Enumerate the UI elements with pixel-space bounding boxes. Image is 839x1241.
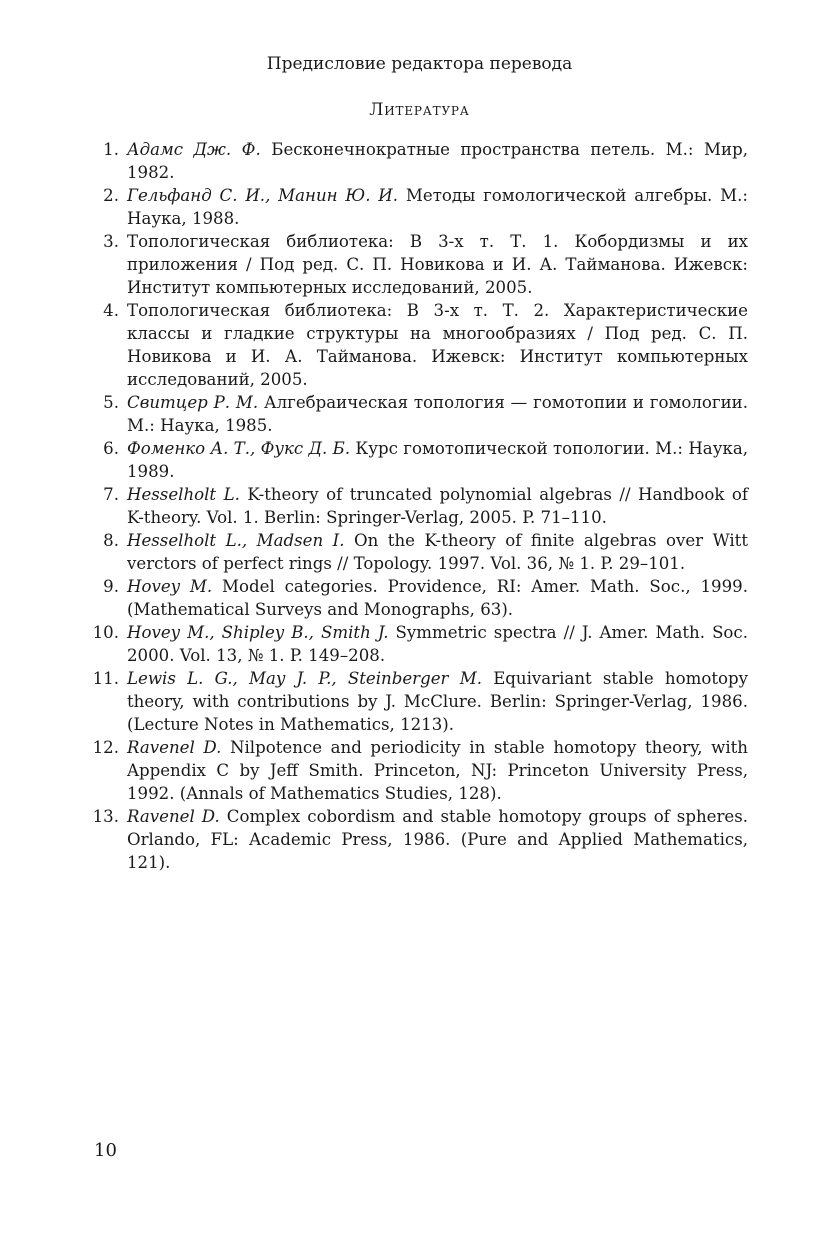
reference-item-7	[92, 483, 748, 529]
reference-authors: Гельфанд С. И., Манин Ю. И.	[127, 186, 399, 205]
reference-text: Алгебраическая топология — гомотопии и гомологии. М.: Наука, 1985.	[127, 393, 748, 435]
running-head: Предисловие редактора перевода	[266, 54, 573, 74]
reference-item-11	[92, 667, 748, 736]
reference-item-6	[92, 437, 748, 483]
reference-number: 5.	[103, 393, 119, 412]
reference-text: Equivariant stable homotopy theory, with contributions by J. McClure. Berlin: Springer-Verlag, 1986. (Lecture Notes in Mathematics, 1213).	[127, 669, 748, 734]
reference-item-5	[92, 391, 748, 437]
reference-text: Методы гомологической алгебры. М.: Наука, 1988.	[127, 186, 748, 228]
reference-number: 13.	[92, 807, 119, 826]
reference-number: 12.	[92, 738, 119, 757]
reference-text: Symmetric spectra // J. Amer. Math. Soc. 2000. Vol. 13, № 1. P. 149–208.	[127, 623, 748, 665]
reference-number: 8.	[103, 531, 119, 550]
reference-item-1	[92, 138, 748, 184]
reference-item-12	[92, 736, 748, 805]
reference-text: Бесконечнократные пространства петель. М.: Мир, 1982.	[127, 140, 748, 182]
page-number: 10	[94, 1140, 117, 1161]
reference-item-13	[92, 805, 748, 874]
reference-authors: Фоменко А. Т., Фукс Д. Б.	[127, 439, 351, 458]
reference-authors: Свитцер Р. М.	[127, 393, 259, 412]
reference-authors: Hovey M., Shipley B., Smith J.	[127, 623, 389, 642]
reference-number: 11.	[92, 669, 119, 688]
reference-authors: Hesselholt L., Madsen I.	[127, 531, 345, 550]
reference-item-3	[92, 230, 748, 299]
reference-number: 9.	[103, 577, 119, 596]
reference-authors: Адамс Дж. Ф.	[127, 140, 261, 159]
reference-item-10	[92, 621, 748, 667]
reference-text: Complex cobordism and stable homotopy groups of spheres. Orlando, FL: Academic Press, 1986. (Pure and Applied Mathematics, 121).	[127, 807, 748, 872]
reference-text: On the K-theory of finite algebras over Witt verctors of perfect rings // Topology. 1997. Vol. 36, № 1. P. 29–101.	[127, 531, 748, 573]
reference-authors: Hovey M.	[127, 577, 213, 596]
reference-text: Nilpotence and periodicity in stable homotopy theory, with Appendix C by Jeff Smith. Princeton, NJ: Princeton University Press, 1992. (Annals of Mathematics Studies, 128).	[127, 738, 748, 803]
reference-number: 1.	[103, 140, 119, 159]
reference-text: Курс гомотопической топологии. М.: Наука, 1989.	[127, 439, 749, 481]
reference-list	[92, 138, 748, 874]
reference-authors: Lewis L. G., May J. P., Steinberger M.	[127, 669, 482, 688]
reference-item-2	[92, 184, 748, 230]
reference-authors: Hesselholt L.	[127, 485, 240, 504]
reference-number: 2.	[103, 186, 119, 205]
reference-item-9	[92, 575, 748, 621]
reference-item-8	[92, 529, 748, 575]
reference-text: Топологическая библиотека: В 3-х т. Т. 1. Кобордизмы и их приложения / Под ред. С. П. Новикова и И. А. Тайманова. Ижевск: Институт компьютерных исследований, 2005.	[127, 232, 748, 297]
section-title: Литература	[369, 100, 470, 120]
reference-authors: Ravenel D.	[127, 807, 220, 826]
reference-authors: Ravenel D.	[127, 738, 222, 757]
reference-item-4	[92, 299, 748, 391]
reference-number: 10.	[92, 623, 119, 642]
reference-text: Model categories. Providence, RI: Amer. Math. Soc., 1999. (Mathematical Surveys and Monographs, 63).	[127, 577, 748, 619]
reference-number: 3.	[103, 232, 119, 251]
reference-text: Топологическая библиотека: В 3-х т. Т. 2. Характеристические классы и гладкие структуры на многообразиях / Под ред. С. П. Новикова и И. А. Тайманова. Ижевск: Институт компьютерных исследований, 2005.	[127, 301, 748, 389]
reference-number: 6.	[103, 439, 119, 458]
reference-number: 4.	[103, 301, 119, 320]
reference-text: K-theory of truncated polynomial algebras // Handbook of K-theory. Vol. 1. Berlin: Springer-Verlag, 2005. P. 71–110.	[127, 485, 749, 527]
reference-number: 7.	[103, 485, 119, 504]
